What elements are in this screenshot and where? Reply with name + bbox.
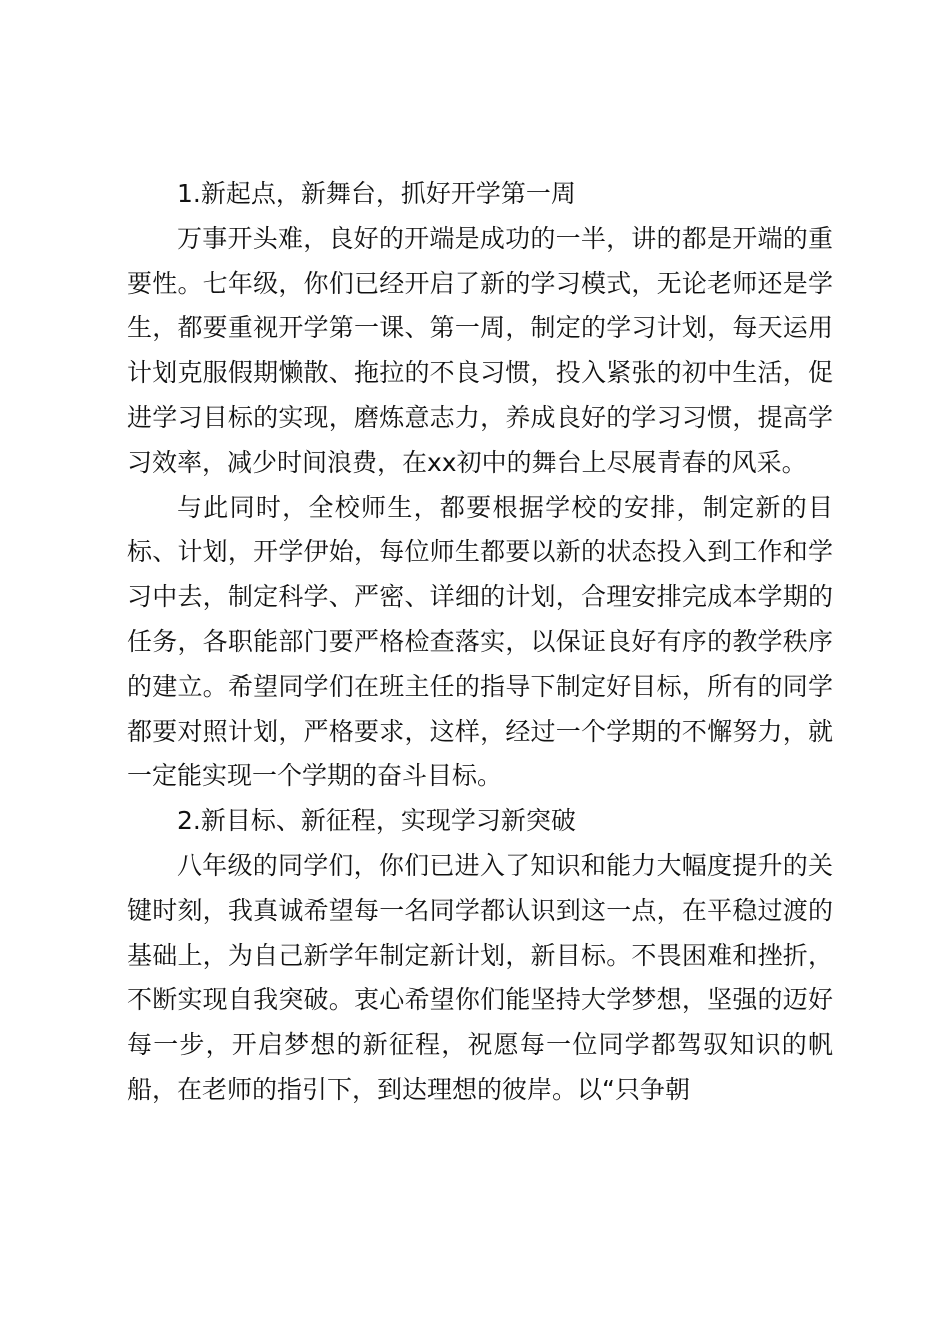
section-heading-2: 2.新目标、新征程，实现学习新突破 bbox=[177, 806, 576, 836]
paragraph-2: 与此同时，全校师生，都要根据学校的安排，制定新的目标、计划，开学伊始，每位师生都要以新的状态投入到工作和学习中去，制定科学、严密、详细的计划，合理安排完成本学期的任务，各职能部门要严格检查落实，以保证良好有序的教学秩序的建立。希望同学们在班主任的指导下制定好目标，所有的同学都要对照计划，严格要求，这样，经过一个学期的不懈努力，就一定能实现一个学期的奋斗目标。 bbox=[127, 492, 833, 791]
paragraph-1: 万事开头难，良好的开端是成功的一半，讲的都是开端的重要性。七年级，你们已经开启了新的学习模式，无论老师还是学生，都要重视开学第一课、第一周，制定的学习计划，每天运用计划克服假期懒散、拖拉的不良习惯，投入紧张的初中生活，促进学习目标的实现，磨炼意志力，养成良好的学习习惯，提高学习效率，减少时间浪费，在xx初中的舞台上尽展青春的风采。 bbox=[127, 223, 833, 477]
section-heading-1: 1.新起点，新舞台，抓好开学第一周 bbox=[177, 179, 576, 208]
paragraph-3: 八年级的同学们，你们已进入了知识和能力大幅度提升的关键时刻，我真诚希望每一名同学都认识到这一点，在平稳过渡的基础上，为自己新学年制定新计划，新目标。不畏困难和挫折，不断实现自我突破。衷心希望你们能坚持大学梦想，坚强的迈好每一步，开启梦想的新征程，祝愿每一位同学都驾驭知识的帆船，在老师的指引下，到达理想的彼岸。以“只争朝 bbox=[127, 850, 833, 1104]
document-body bbox=[127, 172, 833, 1113]
